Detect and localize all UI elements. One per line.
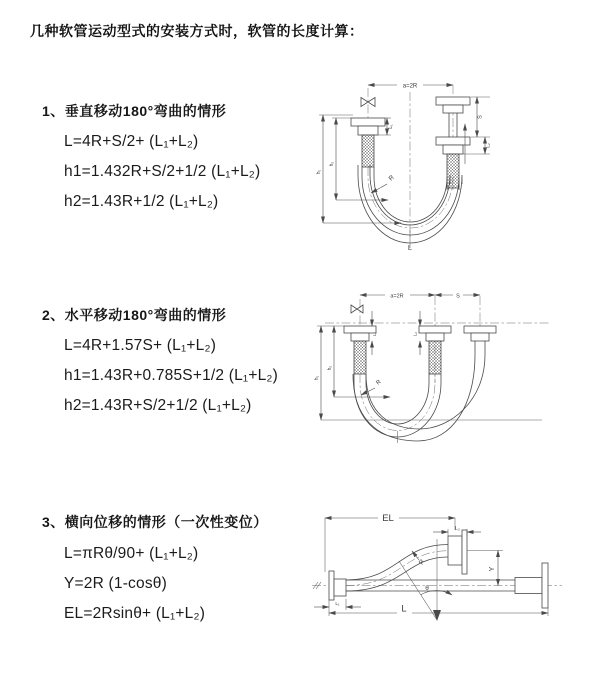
dim-label-l: L bbox=[401, 603, 407, 615]
hose-braid bbox=[447, 154, 459, 188]
dim-label-el: EL bbox=[382, 513, 394, 524]
flange-neck bbox=[443, 105, 463, 113]
flange bbox=[419, 326, 451, 333]
radius-leader bbox=[412, 551, 419, 560]
flange-neck bbox=[351, 333, 369, 341]
page-title: 几种软管运动型式的安装方式时，软管的长度计算： bbox=[30, 23, 364, 39]
dim-label-h2: h₂ bbox=[329, 161, 335, 167]
section-1-formula-h1: h1=1.432R+S/2+1/2 (L₁+L₂) bbox=[64, 163, 261, 180]
dim-label-y: Y bbox=[489, 566, 496, 572]
diagram-lateral-displacement bbox=[300, 503, 600, 655]
radius-label: R bbox=[375, 379, 383, 387]
dim-label-span: a=2R bbox=[402, 83, 418, 90]
flange-neck bbox=[471, 333, 489, 341]
flange bbox=[542, 563, 548, 608]
flange-neck bbox=[426, 333, 444, 341]
dim-label-s: S bbox=[477, 115, 484, 119]
radius-label: R bbox=[387, 174, 396, 183]
hose-curve bbox=[354, 374, 441, 437]
dim-label-l1: L₁ bbox=[388, 124, 394, 129]
flange-neck bbox=[448, 536, 462, 565]
diagram-horizontal-movement bbox=[310, 283, 600, 455]
radius-leader bbox=[371, 184, 387, 193]
flange bbox=[462, 530, 467, 574]
section-3-heading: 3、横向位移的情形（一次性变位） bbox=[42, 514, 268, 530]
angle-label: θ bbox=[425, 585, 429, 592]
dim-label-h1: h₁ bbox=[316, 169, 322, 175]
valve-icon bbox=[351, 305, 357, 313]
flange-neck bbox=[443, 145, 463, 154]
section-1-heading: 1、垂直移动180°弯曲的情形 bbox=[42, 103, 227, 119]
radius-leader bbox=[361, 388, 375, 395]
dim-label-s: S bbox=[456, 293, 460, 300]
section-1-formula-L: L=4R+S/2+ (L₁+L₂) bbox=[64, 133, 199, 150]
hose-curve-moved bbox=[366, 355, 485, 429]
hose-curve-moved bbox=[353, 355, 475, 441]
dim-label-l1: L₁ bbox=[372, 331, 377, 337]
diagram-vertical-movement bbox=[313, 72, 600, 260]
dim-label-l2: L₂ bbox=[412, 331, 418, 337]
section-3-formula-L: L=πRθ/90+ (L₁+L₂) bbox=[64, 545, 199, 562]
flange-neck bbox=[334, 579, 346, 596]
section-3-formula-Y: Y=2R (1-cosθ) bbox=[64, 575, 167, 592]
valve-icon bbox=[368, 98, 375, 107]
section-2-heading: 2、水平移动180°弯曲的情形 bbox=[42, 307, 227, 323]
dim-label-h1: h₁ bbox=[314, 375, 320, 381]
hose-braid bbox=[362, 135, 374, 167]
dim-label-l2: L₂ bbox=[455, 526, 460, 532]
section-1-formula-h2: h2=1.43R+1/2 (L₁+L₂) bbox=[64, 193, 219, 210]
flange bbox=[351, 118, 385, 126]
section-2-formula-L: L=4R+1.57S+ (L₁+L₂) bbox=[64, 337, 217, 354]
flange-neck bbox=[358, 126, 378, 135]
radius-label: R bbox=[417, 558, 427, 567]
section-2-formula-h2: h2=1.43R+S/2+1/2 (L₁+L₂) bbox=[64, 397, 252, 414]
flange bbox=[344, 326, 376, 333]
dim-label-span: a=2R bbox=[390, 293, 404, 300]
hose-centerline bbox=[368, 167, 453, 228]
section-3-formula-EL: EL=2Rsinθ+ (L₁+L₂) bbox=[64, 605, 206, 622]
flange bbox=[464, 326, 496, 333]
valve-icon bbox=[361, 98, 368, 107]
length-label: L bbox=[407, 243, 413, 252]
flange bbox=[436, 97, 470, 105]
section-2-formula-h1: h1=1.43R+0.785S+1/2 (L₁+L₂) bbox=[64, 367, 278, 384]
hose-braid bbox=[354, 341, 366, 374]
dim-label-l2: L₂ bbox=[486, 143, 492, 148]
dim-label-h2: h₂ bbox=[327, 365, 333, 371]
hose-braid bbox=[429, 341, 441, 374]
dim-label-l1: L₁ bbox=[335, 602, 340, 607]
hose-curve bbox=[346, 545, 448, 581]
hose-curve bbox=[346, 557, 448, 591]
flange bbox=[329, 571, 334, 600]
flange-neck bbox=[515, 578, 542, 594]
